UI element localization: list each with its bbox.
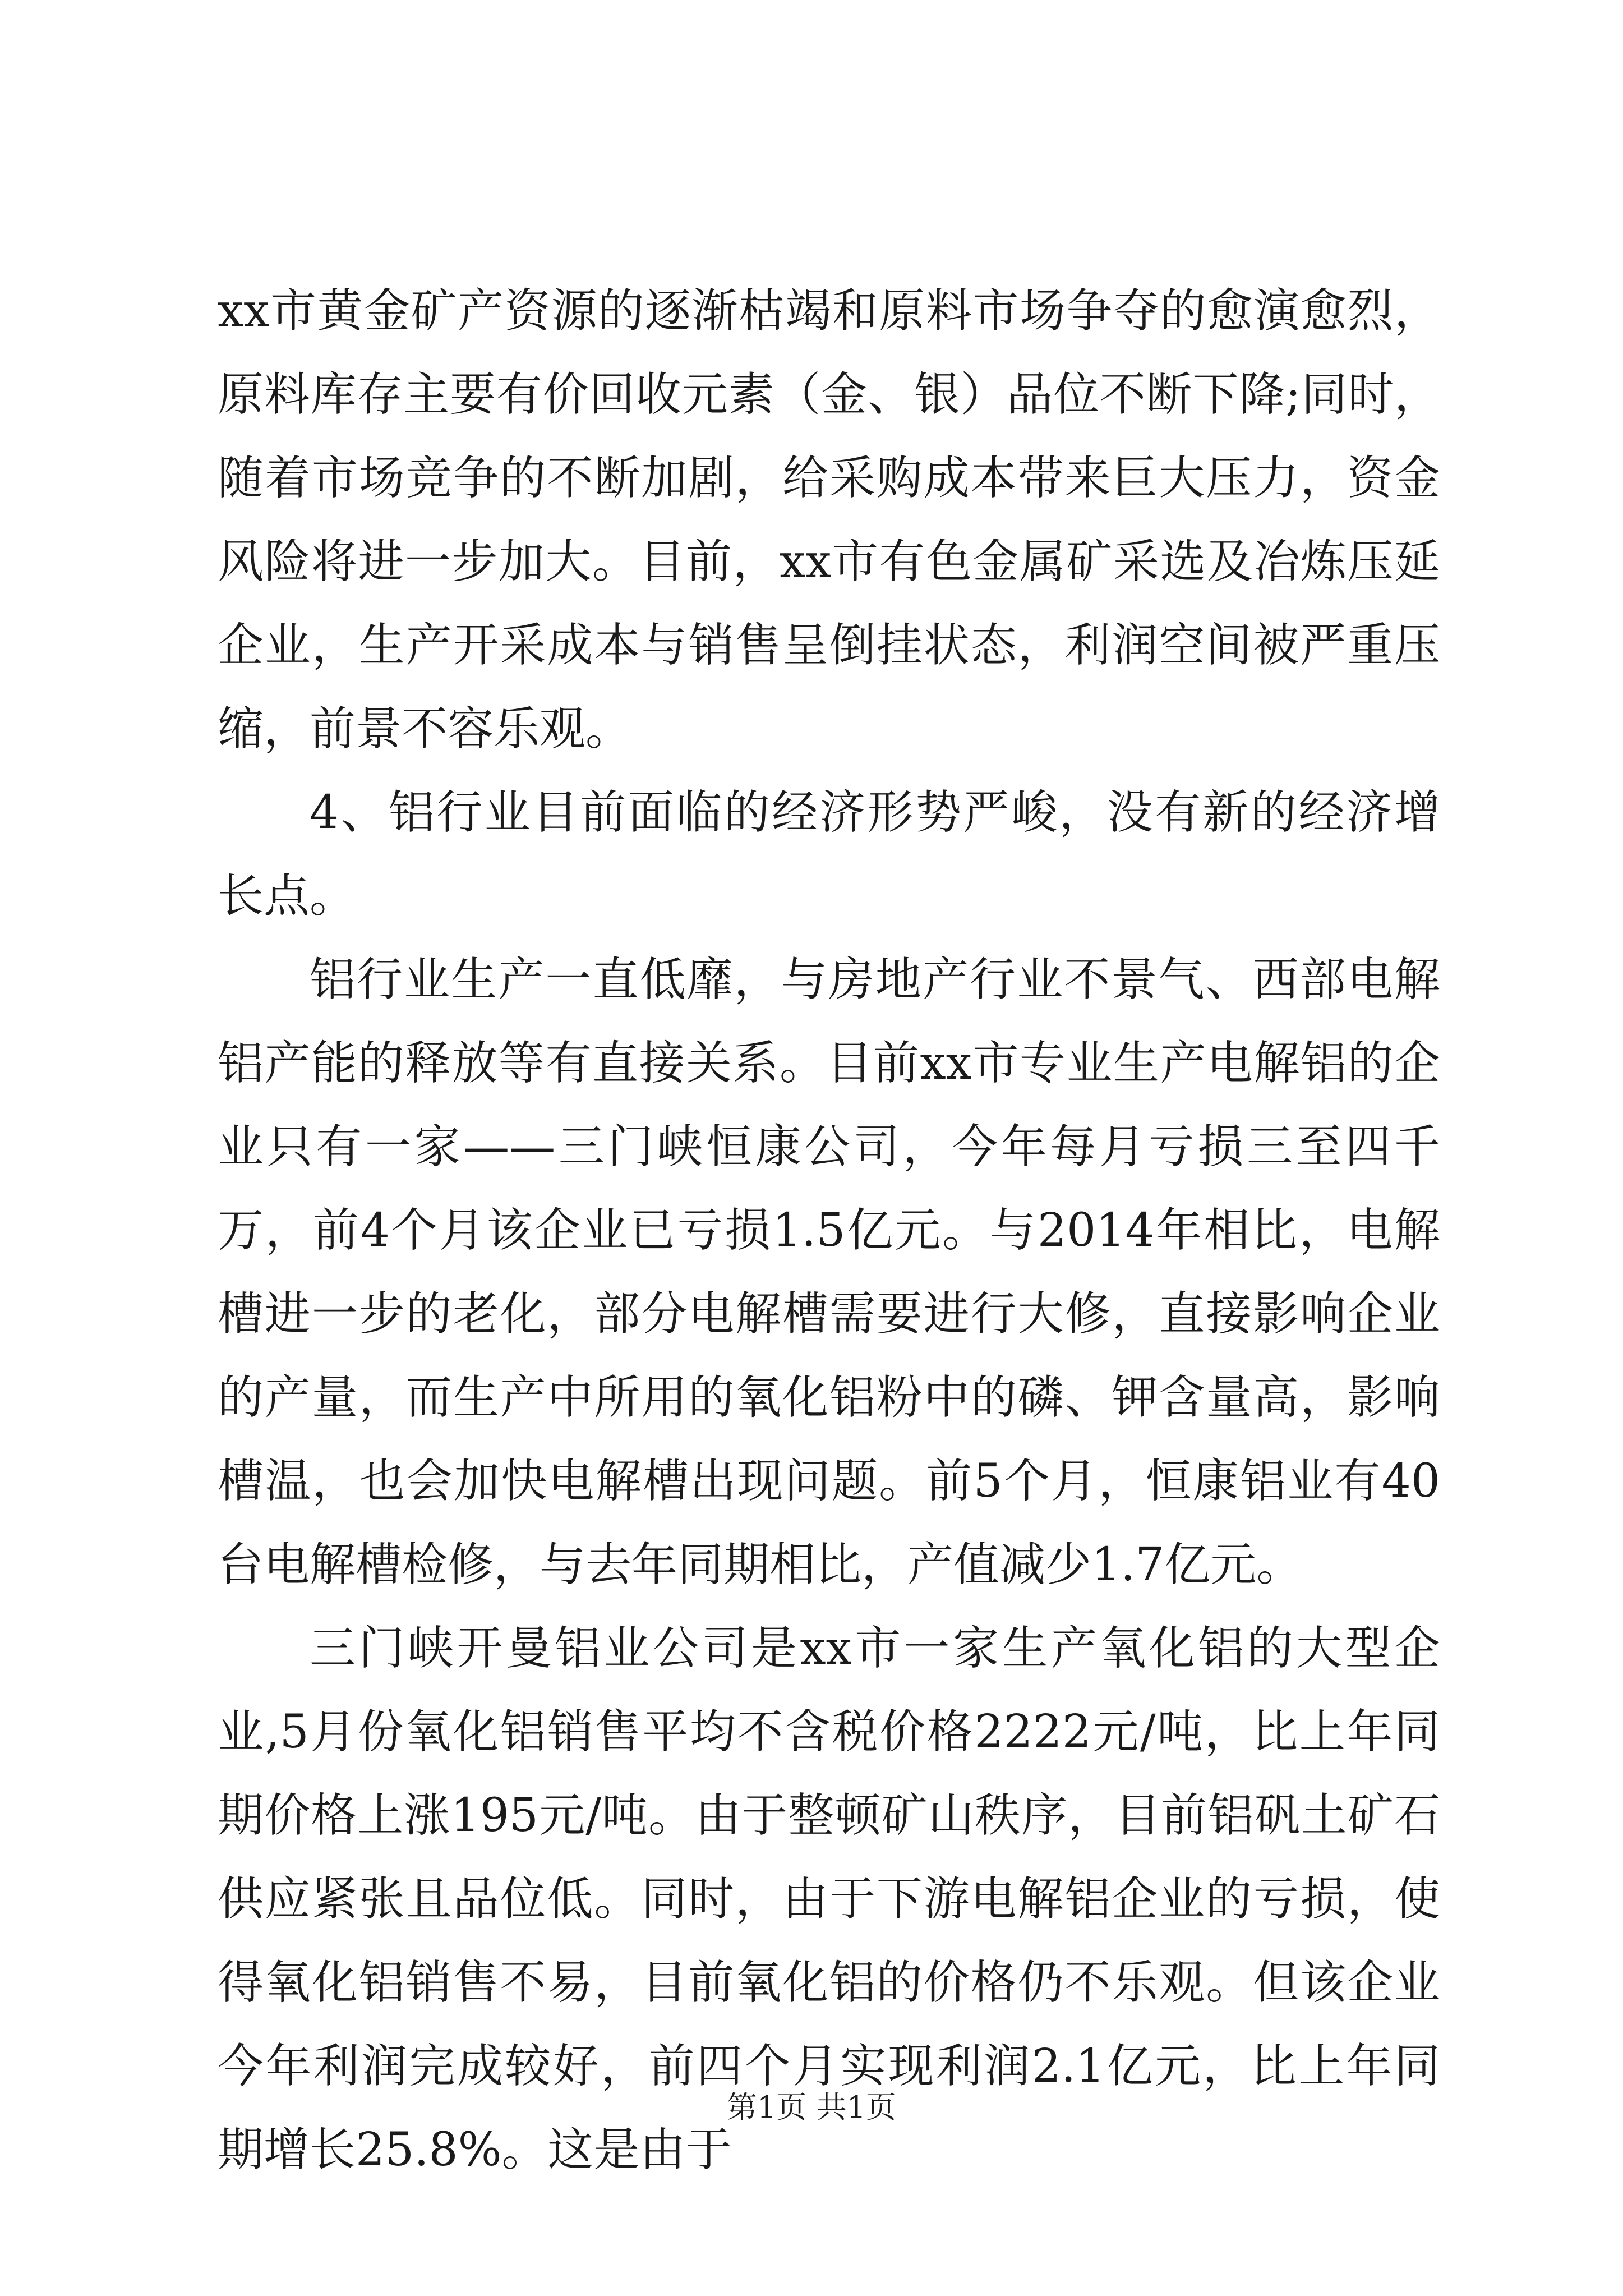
paragraph-alumina-company: 三门峡开曼铝业公司是xx市一家生产氧化铝的大型企业,5月份氧化铝销售平均不含税价格2222元/吨，比上年同期价格上涨195元/吨。由于整顿矿山秩序，目前铝矾土矿石供应紧张且品位低。同时，由于下游电解铝企业的亏损，使得氧化铝销售不易，目前氧化铝的价格仍不乐观。但该企业今年利润完成较好，前四个月实现利润2.1亿元，比上年同期增长25.8%。这是由于	[218, 1622, 1440, 2177]
paragraph-electrolytic-aluminum: 铝行业生产一直低靡，与房地产行业不景气、西部电解铝产能的释放等有直接关系。目前xx市专业生产电解铝的企业只有一家——三门峡恒康公司，今年每月亏损三至四千万，前4个月该企业已亏损1.5亿元。与2014年相比，电解槽进一步的老化，部分电解槽需要进行大修，直接影响企业的产量，而生产中所用的氧化铝粉中的磷、钾含量高，影响槽温，也会加快电解槽出现问题。前5个月，恒康铝业有40台电解槽检修，与去年同期相比，产值减少1.7亿元。	[218, 953, 1440, 1591]
paragraph-gold-resources: xx市黄金矿产资源的逐渐枯竭和原料市场争夺的愈演愈烈，原料库存主要有价回收元素（金、银）品位不断下降;同时，随着市场竞争的不断加剧，给采购成本带来巨大压力，资金风险将进一步加大。目前，xx市有色金属矿采选及冶炼压延企业，生产开采成本与销售呈倒挂状态，利润空间被严重压缩，前景不容乐观。	[218, 284, 1440, 756]
page-footer: 第1页 共1页	[727, 2090, 896, 2125]
document-body	[218, 269, 1440, 2192]
paragraph-aluminum-heading: 4、铝行业目前面临的经济形势严峻，没有新的经济增长点。	[218, 786, 1440, 923]
